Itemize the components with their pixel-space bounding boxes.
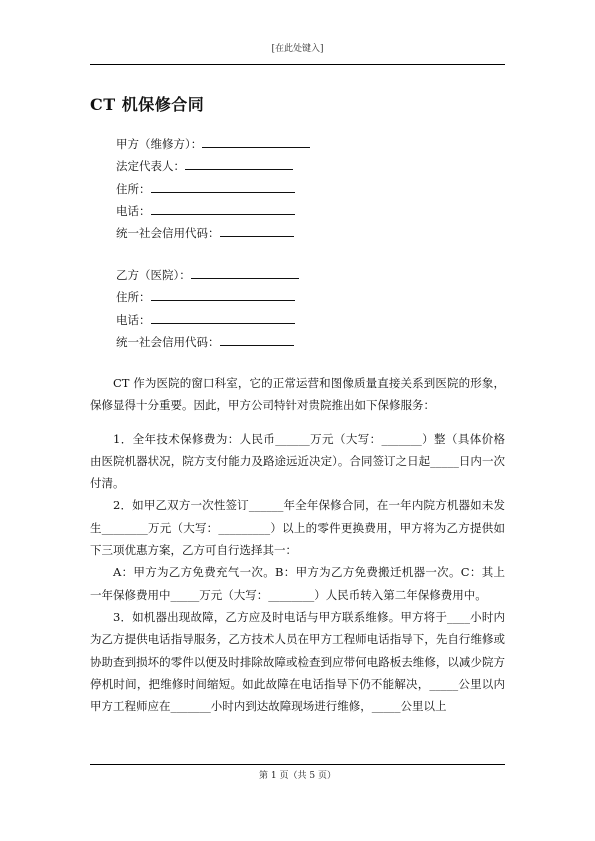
clause-3: 3．如机器出现故障，乙方应及时电话与甲方联系维修。甲方将于____小时内为乙方提供电话指导服务，乙方技术人员在甲方工程师电话指导下，先自行维修或协助查到损坏的零件以便及时排除故障或检查到应带何电路板去维修，以减少院方停机时间，把维修时间缩短。如此故障在电话指导下仍不能解决，_____公里以内甲方工程师应在_______小时内到达故障现场进行维修，_____公里以上 (90, 609, 505, 714)
party-b-field-1 (116, 286, 299, 308)
party-a-field-2 (116, 178, 310, 200)
party-b-field-2 (116, 309, 299, 331)
party-a-field-4 (116, 222, 310, 244)
intro-paragraph: CT 作为医院的窗口科室，它的正常运营和图像质量直接关系到医院的形象，保修显得十分重要。因此，甲方公司特针对贵院推出如下保修服务： (90, 376, 505, 413)
contract-body (90, 372, 505, 717)
party-a-field-label: 统一社会信用代码： (116, 226, 220, 241)
party-a-field-3 (116, 200, 310, 222)
party-a-field-0 (116, 133, 310, 155)
clause-2: 2．如甲乙双方一次性签订______年全年保修合同，在一年内院方机器如未发生________万元（大写：_________）以上的零件更换费用，甲方将为乙方提供如下三项优惠方案，乙方可自行选择其一： (90, 498, 505, 558)
party-a-fill-in-blank[interactable] (151, 179, 295, 193)
party-a-fill-in-blank[interactable] (202, 134, 310, 148)
party-b-block (116, 264, 299, 353)
footer-rule (90, 764, 505, 765)
party-b-fill-in-blank[interactable] (191, 265, 299, 279)
party-a-fill-in-blank[interactable] (220, 223, 294, 237)
page-number: 第 1 页（共 5 页） (259, 771, 336, 781)
page-header[interactable]: [在此处键入] (271, 44, 324, 54)
party-b-field-label: 住所： (116, 290, 151, 305)
party-b-field-label: 统一社会信用代码： (116, 334, 220, 349)
party-b-fill-in-blank[interactable] (220, 332, 294, 346)
party-b-fill-in-blank[interactable] (151, 287, 295, 301)
document-title: CT 机保修合同 (90, 95, 205, 114)
party-a-field-1 (116, 155, 310, 177)
clause-2-options: A：甲方为乙方免费充气一次。B：甲方为乙方免费搬迁机器一次。C：其上一年保修费用中_____万元（大写：________）人民币转入第二年保修费用中。 (90, 565, 505, 602)
party-b-field-label: 乙方（医院）： (116, 268, 191, 282)
header-rule (90, 64, 505, 65)
party-a-fill-in-blank[interactable] (151, 201, 295, 215)
party-a-block (116, 133, 310, 244)
party-b-fill-in-blank[interactable] (151, 310, 295, 324)
party-b-field-3 (116, 331, 299, 353)
party-a-field-label: 电话： (116, 203, 151, 218)
party-a-fill-in-blank[interactable] (185, 156, 293, 170)
party-a-field-label: 住所： (116, 181, 151, 196)
party-b-field-0 (116, 264, 299, 286)
party-a-field-label: 甲方（维修方）： (116, 137, 203, 151)
party-a-field-label: 法定代表人： (116, 159, 185, 174)
clause-1: 1．全年技术保修费为：人民币______万元（大写：_______）整（具体价格由医院机器状况，院方支付能力及路途远近决定）。合同签订之日起_____日内一次付清。 (90, 431, 505, 491)
party-b-field-label: 电话： (116, 312, 151, 327)
